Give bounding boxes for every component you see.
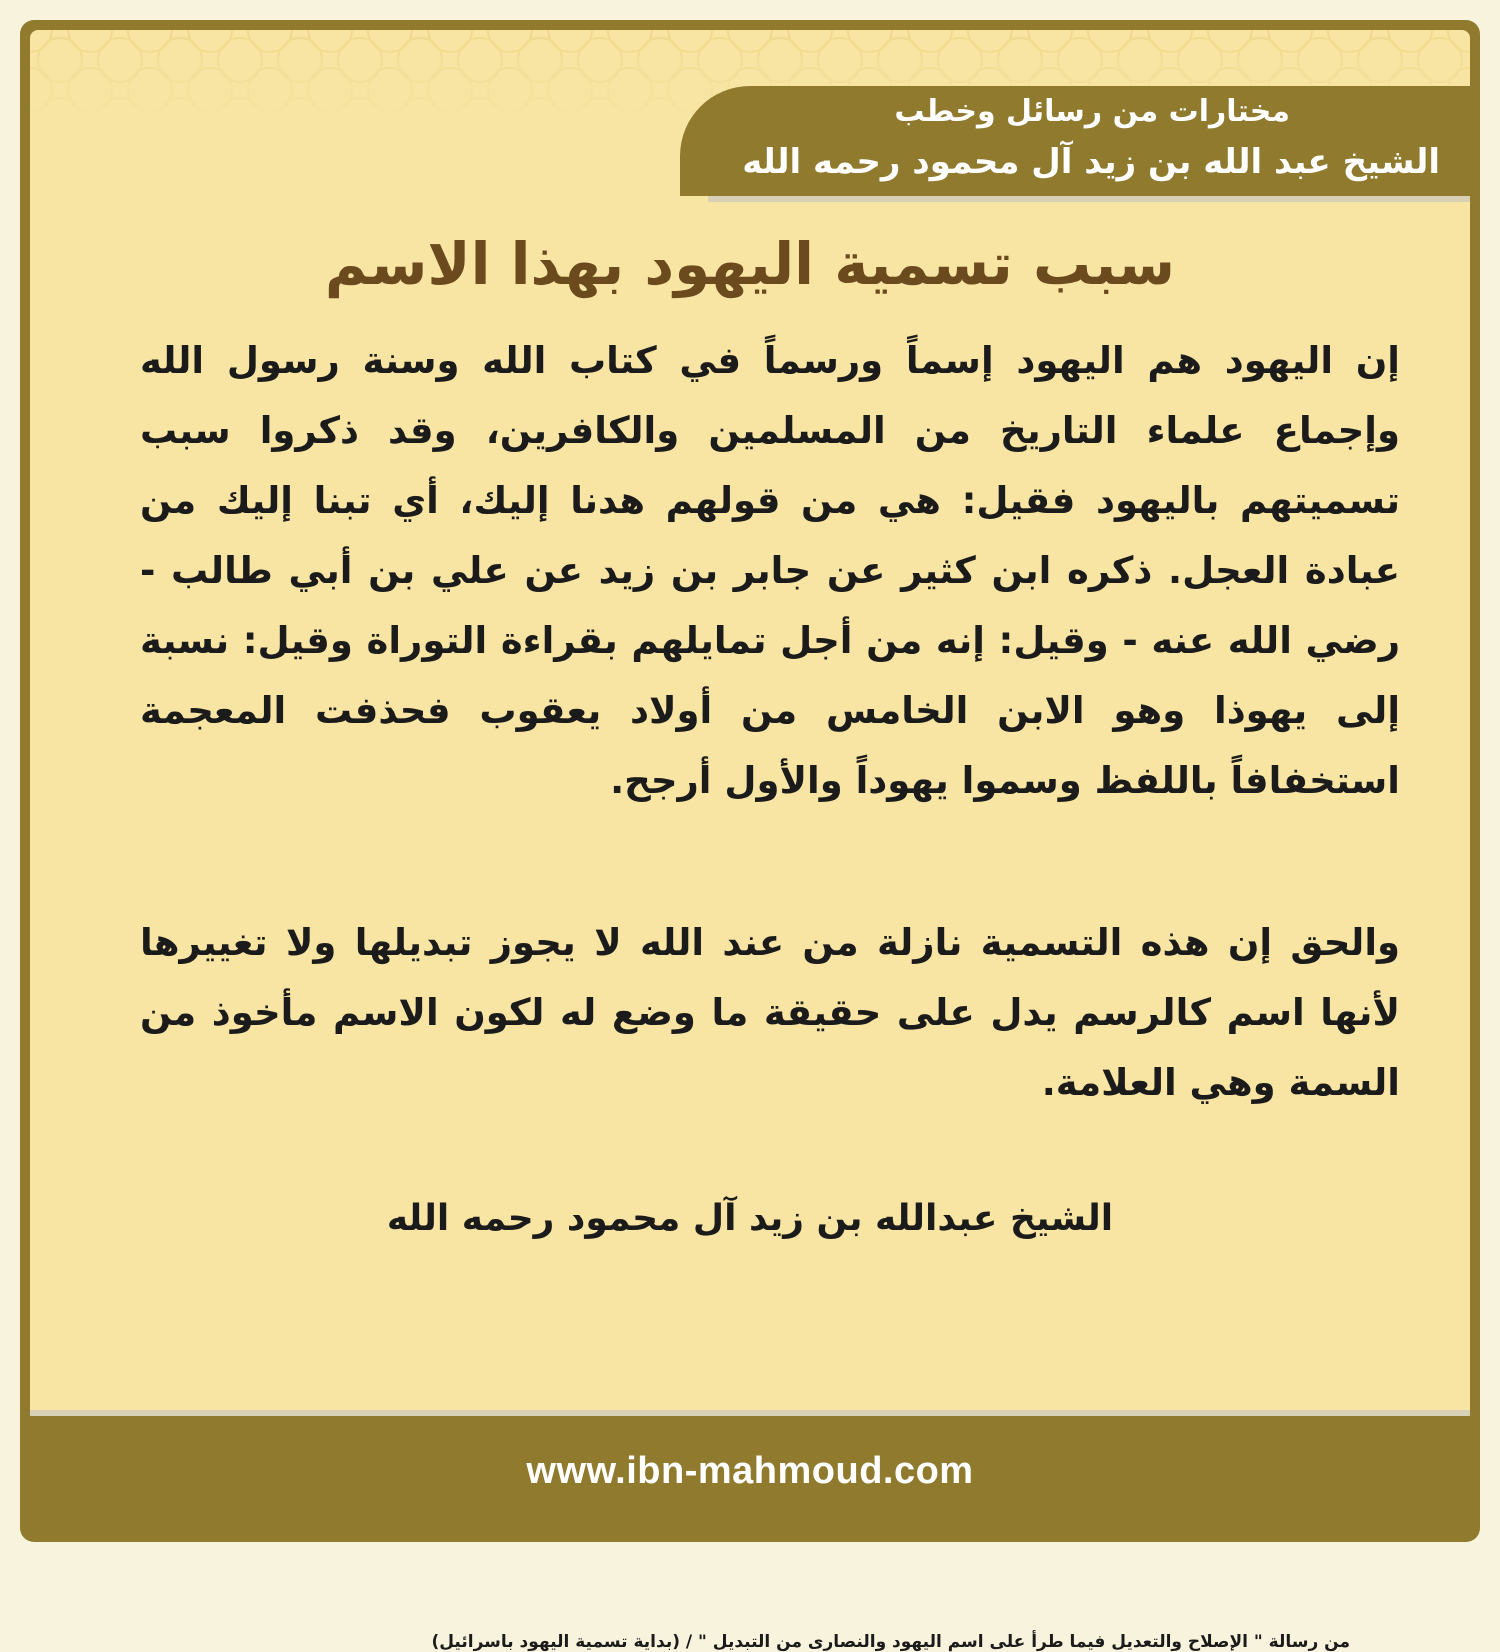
- footer-divider: [30, 1410, 1470, 1416]
- author-signature: الشيخ عبدالله بن زيد آل محمود رحمه الله: [386, 1198, 1114, 1239]
- source-citation: من رسالة " الإصلاح والتعديل فيما طرأ على اسم اليهود والنصارى من التبديل " / (بداية تسمية اليهود باسرائيل): [431, 1632, 1350, 1652]
- website-link[interactable]: www.ibn-mahmoud.com: [526, 1450, 974, 1492]
- card-frame: [20, 20, 1480, 1542]
- header-series-title: مختارات من رسائل وخطب: [894, 94, 1290, 129]
- article-title: سبب تسمية اليهود بهذا الاسم: [324, 230, 1176, 298]
- header-band: [680, 86, 1470, 196]
- body-paragraph-1: إن اليهود هم اليهود إسماً ورسماً في كتاب الله وسنة رسول الله وإجماع علماء التاريخ من المسلمين والكافرين، وقد ذكروا سبب تسميتهم باليهود فقيل: هي من قولهم هدنا إليك، أي تبنا إليك من عبادة العجل. ذكره ابن كثير عن جابر بن زيد عن علي بن أبي طالب - رضي الله عنه - وقيل: إنه من أجل تمايلهم بقراءة التوراة وقيل: نسبة إلى يهوذا وهو الابن الخامس من أولاد يعقوب فحذفت المعجمة استخفافاً باللفظ وسموا يهوداً والأول أرجح.: [140, 339, 1400, 802]
- header-author: الشيخ عبد الله بن زيد آل محمود رحمه الله: [742, 142, 1440, 182]
- body-paragraph-2: والحق إن هذه التسمية نازلة من عند الله لا يجوز تبديلها ولا تغييرها لأنها اسم كالرسم يدل على حقيقة ما وضع له لكون الاسم مأخوذ من السمة وهي العلامة.: [140, 921, 1400, 1104]
- content-panel: [30, 30, 1470, 1410]
